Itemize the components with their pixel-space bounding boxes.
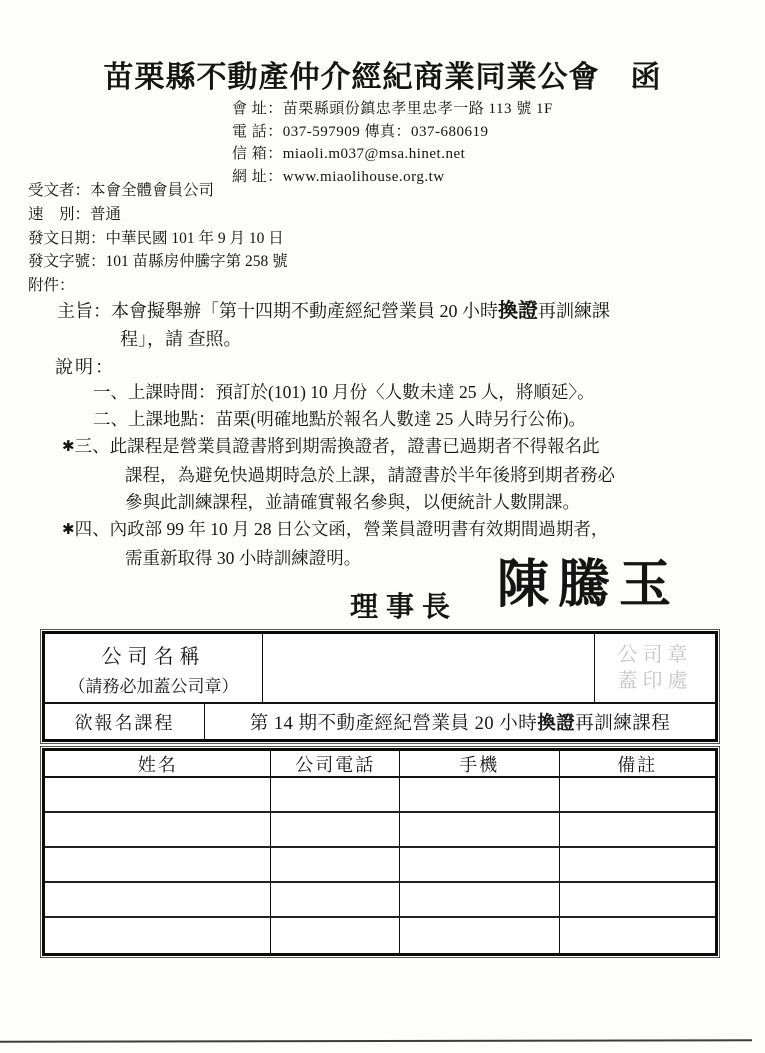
issue-date-line: 發文日期：中華民國 101 年 9 月 10 日	[28, 229, 284, 247]
course-value-cell	[205, 704, 715, 739]
roster-empty-cell	[271, 848, 400, 881]
explanation-list	[62, 379, 732, 572]
explanation-item-3-cont-1: 課程，為避免快過期時急於上課，請證書於半年後將到期者務必	[125, 465, 615, 485]
company-info-table	[42, 631, 718, 742]
explanation-item-3	[62, 433, 732, 462]
recipient-line: 受文者：本會全體會員公司	[28, 182, 215, 199]
document-meta	[28, 179, 288, 298]
contact-email: 信 箱：miaoli.m037@msa.hinet.net	[232, 146, 466, 162]
roster-empty-cell	[400, 883, 559, 916]
contact-block	[232, 98, 553, 188]
course-value-bold: 換證	[537, 713, 576, 734]
roster-empty-row	[45, 918, 715, 953]
explanation-item-4	[62, 516, 732, 545]
roster-empty-cell	[271, 918, 400, 953]
roster-header-mobile: 手機	[400, 751, 559, 777]
roster-empty-cell	[271, 883, 400, 916]
explanation-item-4-cont-1: 需重新取得 30 小時訓練證明。	[125, 548, 362, 568]
roster-empty-cell	[560, 918, 715, 953]
subject-text-tail: 再訓練課	[538, 301, 610, 321]
subject-block	[57, 297, 717, 353]
registration-form	[42, 631, 718, 956]
course-label-cell: 欲報名課程	[45, 704, 205, 739]
roster-table	[42, 748, 718, 956]
company-name-blank-cell	[263, 634, 595, 702]
roster-empty-cell	[560, 778, 715, 811]
roster-empty-row	[45, 778, 715, 813]
explanation-item-4-text: 四、內政部 99 年 10 月 28 日公文函，營業員證明書有效期間過期者，	[74, 519, 609, 539]
roster-empty-row	[45, 813, 715, 848]
course-value-pre: 第 14 期不動產經紀營業員 20 小時	[249, 713, 538, 734]
explanation-item-3-cont-2: 參與此訓練課程，並請確實報名參與，以便統計人數開課。	[125, 492, 580, 512]
stamp-area-label-line2: 蓋印處	[617, 670, 693, 692]
roster-empty-cell	[560, 848, 715, 881]
roster-empty-cell	[400, 918, 559, 953]
course-value-post: 再訓練課程	[575, 713, 671, 734]
company-name-row	[45, 634, 715, 704]
subject-text: 主旨：本會擬舉辦「第十四期不動產經紀營業員 20 小時	[57, 301, 498, 321]
explanation-item-3-text: 三、此課程是營業員證書將到期需換證者，證書已過期者不得報名此	[74, 436, 600, 456]
roster-empty-cell	[400, 813, 559, 846]
chairman-title: 理事長	[350, 592, 459, 623]
company-name-label-cell	[45, 634, 263, 702]
attachment-line: 附件：	[28, 277, 75, 295]
asterisk-marker-icon: ✱	[62, 439, 75, 455]
speed-class-line: 速 別：普通	[28, 205, 122, 223]
roster-header-row	[45, 751, 715, 778]
roster-header-company-phone: 公司電話	[271, 751, 400, 777]
asterisk-marker-icon: ✱	[62, 522, 75, 538]
contact-address: 會 址：苗栗縣頭份鎮忠孝里忠孝一路 113 號 1F	[232, 101, 553, 117]
company-stamp-area	[595, 634, 715, 702]
explanation-item-1: 一、上課時間：預訂於(101) 10 月份〈人數未達 25 人，將順延〉。	[93, 382, 595, 402]
reference-number-line: 發文字號：101 苗縣房仲騰字第 258 號	[28, 253, 288, 271]
roster-empty-cell	[45, 883, 271, 916]
course-row	[45, 704, 715, 739]
roster-empty-cell	[400, 848, 559, 881]
contact-website: 網 址：www.miaolihouse.org.tw	[232, 168, 445, 185]
chairman-name-signature: 陳騰玉	[497, 557, 681, 614]
roster-empty-cell	[560, 883, 715, 916]
roster-empty-cell	[271, 813, 400, 846]
company-stamp-note: （請務必加蓋公司章）	[68, 676, 239, 696]
explanation-heading: 說明：	[55, 357, 115, 377]
scan-paper-edge-artifact	[0, 1039, 752, 1043]
subject-line-2: 程」，請 查照。	[120, 329, 242, 349]
roster-empty-cell	[45, 778, 271, 811]
roster-empty-cell	[560, 813, 715, 846]
roster-empty-cell	[45, 918, 271, 953]
roster-empty-cell	[45, 848, 271, 881]
stamp-area-label-line1: 公司章	[617, 644, 693, 666]
roster-empty-row	[45, 883, 715, 918]
contact-phone-fax: 電 話：037-597909 傳真：037-680619	[232, 123, 489, 140]
roster-header-remarks: 備註	[617, 755, 658, 775]
roster-header-name: 姓名	[45, 751, 271, 777]
roster-empty-cell	[400, 778, 559, 811]
association-title: 苗栗縣不動產仲介經紀商業同業公會 函	[103, 61, 662, 94]
subject-line-1	[57, 297, 717, 325]
roster-empty-cell	[271, 778, 400, 811]
explanation-item-2: 二、上課地點：苗栗(明確地點於報名人數達 25 人時另行公佈)。	[93, 409, 586, 429]
company-name-label: 公司名稱	[101, 645, 206, 668]
roster-empty-cell	[45, 813, 271, 846]
subject-bold-term: 換證	[498, 300, 538, 322]
roster-empty-row	[45, 848, 715, 883]
